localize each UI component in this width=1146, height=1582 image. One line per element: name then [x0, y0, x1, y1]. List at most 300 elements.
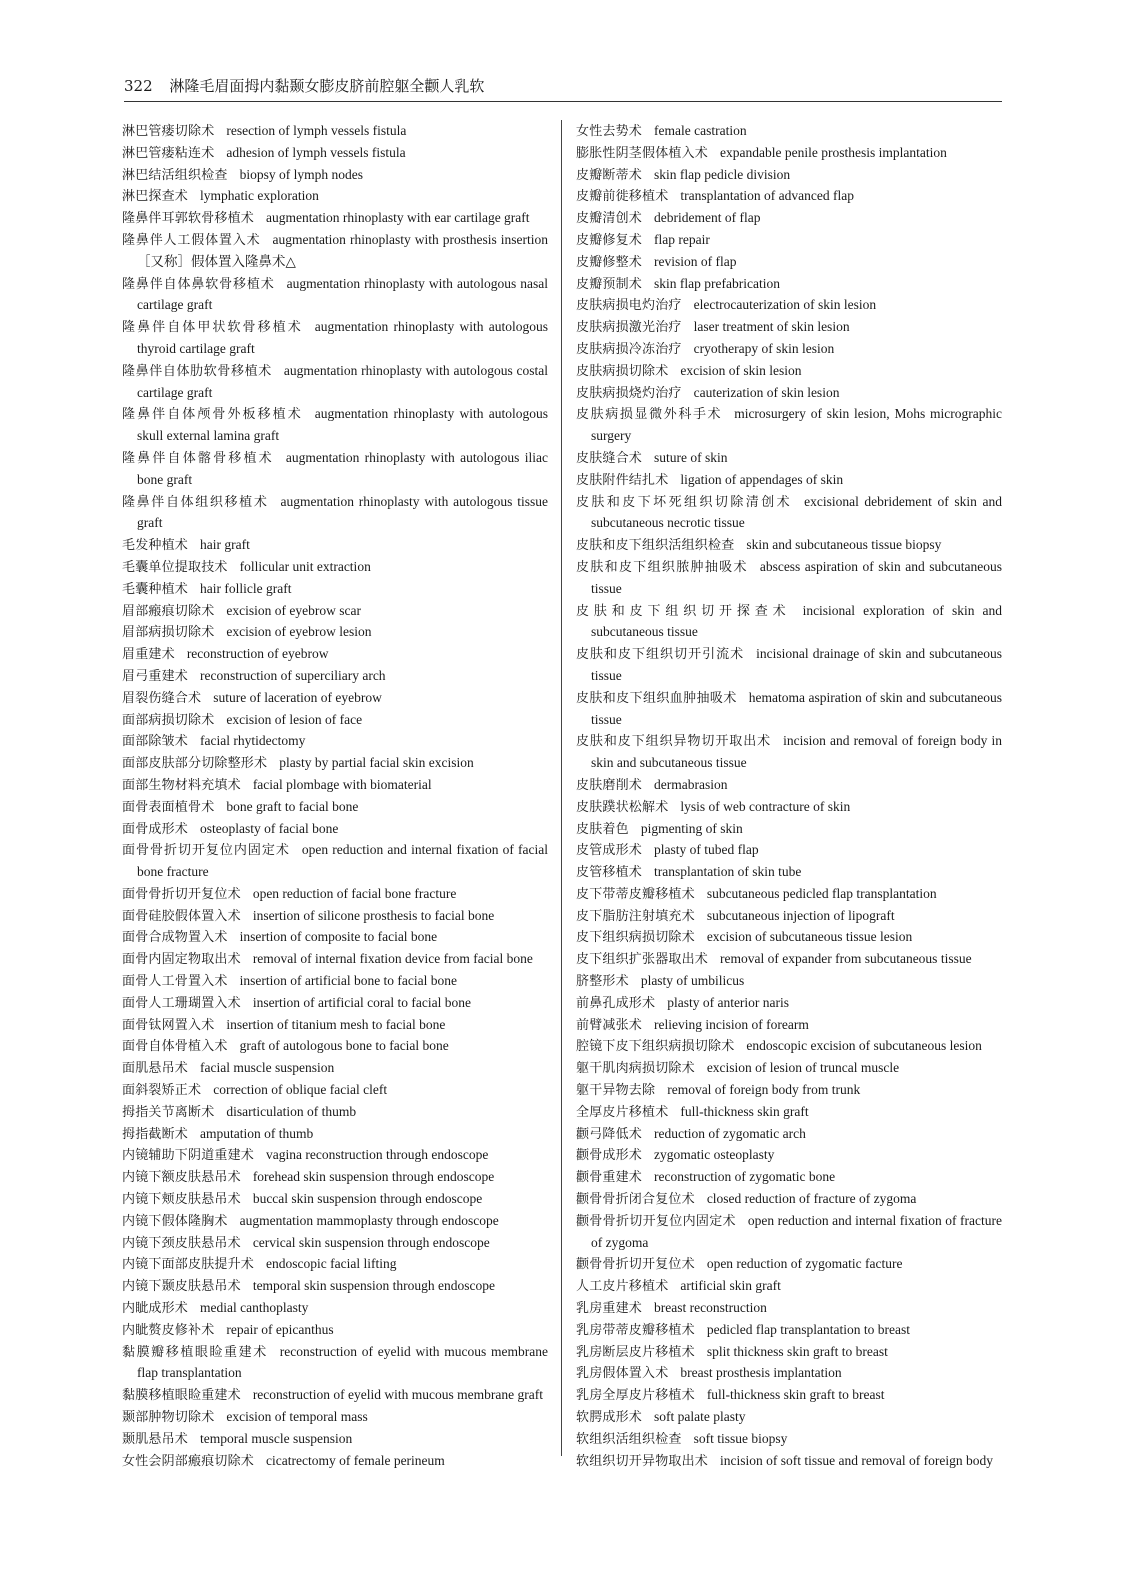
glossary-entry: [122, 1211, 548, 1233]
glossary-entry: [122, 274, 548, 318]
glossary-entry: [122, 906, 548, 928]
glossary-entry: [122, 775, 548, 797]
term-english: suture of laceration of eyebrow: [213, 689, 382, 705]
term-english: insertion of composite to facial bone: [239, 929, 438, 945]
term-chinese: 内镜下假体隆胸术: [122, 1213, 228, 1229]
glossary-entry: [122, 535, 548, 557]
term-english: augmentation rhinoplasty with prosthesis insertion ［又称］假体置入隆鼻术△: [137, 231, 548, 269]
glossary-entry: [576, 1298, 1002, 1320]
term-chinese: 面骨合成物置入术: [122, 930, 228, 946]
glossary-entry: [576, 906, 1002, 928]
term-chinese: 面骨成形术: [122, 821, 189, 837]
term-chinese: 女性会阴部瘢痕切除术: [122, 1453, 255, 1469]
term-english: adhesion of lymph vessels fistula: [226, 144, 406, 160]
term-chinese: 面部病损切除术: [122, 712, 215, 728]
term-chinese: 软组织活组织检查: [576, 1431, 682, 1447]
glossary-entry: [122, 1167, 548, 1189]
glossary-entry: [576, 383, 1002, 405]
term-chinese: 毛囊种植术: [122, 581, 189, 597]
term-chinese: 皮肤着色: [576, 821, 629, 837]
page-header: [124, 74, 1002, 102]
term-english: medial canthoplasty: [200, 1300, 309, 1316]
glossary-entry: [122, 601, 548, 623]
glossary-entry: [576, 1429, 1002, 1451]
term-english: reduction of zygomatic arch: [654, 1125, 806, 1141]
glossary-entry: [576, 121, 1002, 143]
term-chinese: 拇指截断术: [122, 1126, 189, 1142]
glossary-entry: [576, 840, 1002, 862]
term-english: reconstruction of superciliary arch: [200, 667, 386, 683]
term-chinese: 面骨钛网置入术: [122, 1017, 215, 1033]
glossary-entry: [122, 622, 548, 644]
header-rule: [124, 101, 1002, 102]
glossary-entry: [576, 165, 1002, 187]
term-chinese: 内镜辅助下阴道重建术: [122, 1148, 255, 1164]
term-english: artificial skin graft: [680, 1278, 781, 1294]
glossary-entry: [576, 1189, 1002, 1211]
glossary-entry: [122, 1233, 548, 1255]
term-english: correction of oblique facial cleft: [213, 1082, 388, 1098]
term-chinese: 腔镜下皮下组织病损切除术: [576, 1039, 735, 1055]
glossary-entry: [122, 819, 548, 841]
term-chinese: 皮肤磨削术: [576, 777, 643, 793]
glossary-entry: [122, 1254, 548, 1276]
glossary-entry: [576, 492, 1002, 536]
term-english: incision of soft tissue and removal of foreign body: [720, 1452, 993, 1468]
term-english: endoscopic facial lifting: [266, 1256, 397, 1272]
term-english: removal of foreign body from trunk: [667, 1082, 861, 1098]
glossary-entry: [576, 775, 1002, 797]
term-english: lysis of web contracture of skin: [680, 798, 851, 814]
glossary-entry: [122, 1189, 548, 1211]
term-chinese: 乳房断层皮片移植术: [576, 1344, 695, 1360]
glossary-entry: [122, 579, 548, 601]
term-chinese: 躯干肌肉病损切除术: [576, 1061, 695, 1077]
glossary-entry: [576, 884, 1002, 906]
term-english: closed reduction of fracture of zygoma: [706, 1191, 917, 1207]
term-chinese: 黏膜移植眼睑重建术: [122, 1388, 241, 1404]
term-english: hair graft: [200, 537, 250, 553]
term-english: electrocauterization of skin lesion: [693, 297, 877, 313]
term-english: augmentation rhinoplasty with autologous iliac bone graft: [137, 449, 548, 487]
glossary-entry: [122, 361, 548, 405]
term-english: lymphatic exploration: [200, 188, 319, 204]
glossary-entry: [122, 1036, 548, 1058]
term-chinese: 颧骨骨折切开复位内固定术: [576, 1213, 736, 1229]
glossary-entry: [576, 339, 1002, 361]
term-english: insertion of artificial coral to facial bone: [252, 994, 471, 1010]
term-chinese: 内镜下颊皮肤悬吊术: [122, 1192, 241, 1208]
term-chinese: 面骨内固定物取出术: [122, 952, 241, 968]
term-english: repair of epicanthus: [226, 1321, 334, 1337]
term-english: revision of flap: [654, 253, 737, 269]
term-chinese: 皮肤缝合术: [576, 450, 643, 466]
term-english: insertion of silicone prosthesis to facial bone: [252, 907, 495, 923]
term-chinese: 皮下带蒂皮瓣移植术: [576, 886, 695, 902]
glossary-entry: [122, 949, 548, 971]
term-chinese: 皮肤病损电灼治疗: [576, 298, 682, 314]
term-english: cervical skin suspension through endoscope: [252, 1234, 490, 1250]
glossary-entry: [122, 448, 548, 492]
term-chinese: 颞部肿物切除术: [122, 1410, 215, 1426]
glossary-entry: [576, 535, 1002, 557]
glossary-entry: [122, 797, 548, 819]
term-english: breast reconstruction: [654, 1300, 767, 1316]
glossary-entry: [122, 404, 548, 448]
term-chinese: 皮瓣修复术: [576, 232, 643, 248]
glossary-entry: [576, 1211, 1002, 1255]
term-chinese: 乳房全厚皮片移植术: [576, 1388, 695, 1404]
term-english: open reduction and internal fixation of facial bone fracture: [137, 842, 548, 880]
term-chinese: 皮肤病损激光治疗: [576, 320, 682, 336]
term-english: forehead skin suspension through endoscope: [252, 1169, 495, 1185]
term-english: excision of lesion of truncal muscle: [706, 1060, 900, 1076]
glossary-entry: [576, 1276, 1002, 1298]
term-chinese: 皮肤和皮下组织活组织检查: [576, 538, 735, 554]
glossary-entry: [576, 949, 1002, 971]
term-english: hematoma aspiration of skin and subcutaneous tissue: [591, 689, 1002, 727]
term-chinese: 皮瓣前徙移植术: [576, 189, 669, 205]
term-chinese: 乳房带蒂皮瓣移植术: [576, 1322, 695, 1338]
term-chinese: 面部除皱术: [122, 734, 189, 750]
term-english: reconstruction of zygomatic bone: [654, 1169, 836, 1185]
term-chinese: 皮肤和皮下组织切开探查术: [576, 603, 791, 619]
term-chinese: 内镜下面部皮肤提升术: [122, 1257, 255, 1273]
term-english: biopsy of lymph nodes: [239, 166, 363, 182]
term-english: laser treatment of skin lesion: [693, 319, 850, 335]
term-english: augmentation mammoplasty through endoscope: [239, 1212, 499, 1228]
term-english: soft tissue biopsy: [693, 1430, 788, 1446]
term-english: ligation of appendages of skin: [680, 471, 844, 487]
term-english: augmentation rhinoplasty with autologous thyroid cartilage graft: [137, 319, 548, 356]
term-chinese: 面骨表面植骨术: [122, 799, 215, 815]
term-chinese: 女性去势术: [576, 124, 643, 139]
term-chinese: 淋巴管瘘切除术: [122, 124, 215, 139]
glossary-entry: [122, 317, 548, 361]
term-chinese: 隆鼻伴自体髂骨移植术: [122, 450, 274, 466]
glossary-entry: [576, 1407, 1002, 1429]
term-chinese: 乳房假体置入术: [576, 1366, 669, 1382]
glossary-entry: [122, 731, 548, 753]
glossary-entry: [576, 252, 1002, 274]
term-english: full-thickness skin graft to breast: [706, 1387, 885, 1403]
page-title: 淋隆毛眉面拇内黏颞女膨皮脐前腔躯全颧人乳软: [169, 77, 485, 95]
term-english: excision of eyebrow scar: [226, 602, 361, 618]
term-chinese: 隆鼻伴自体甲状软骨移植术: [122, 320, 303, 336]
term-chinese: 面骨人工骨置入术: [122, 974, 228, 990]
term-english: insertion of titanium mesh to facial bone: [226, 1016, 446, 1032]
term-english: suture of skin: [654, 449, 728, 465]
glossary-entry: [122, 1429, 548, 1451]
glossary-entry: [122, 492, 548, 536]
glossary-entry: [122, 666, 548, 688]
term-chinese: 皮肤和皮下组织血肿抽吸术: [576, 690, 737, 706]
glossary-entry: [576, 1451, 1002, 1473]
term-english: facial muscle suspension: [200, 1060, 335, 1076]
glossary-entry: [122, 1124, 548, 1146]
right-column: [576, 121, 1002, 1472]
term-chinese: 淋巴探查术: [122, 189, 189, 205]
term-chinese: 内眦成形术: [122, 1301, 189, 1317]
glossary-entry: [576, 1058, 1002, 1080]
term-english: debridement of flap: [654, 210, 761, 226]
term-english: bone graft to facial bone: [226, 798, 359, 814]
glossary-entry: [576, 470, 1002, 492]
term-english: disarticulation of thumb: [226, 1103, 357, 1119]
glossary-entry: [576, 448, 1002, 470]
glossary-entry: [122, 143, 548, 165]
term-chinese: 颞肌悬吊术: [122, 1431, 189, 1447]
glossary-entry: [122, 927, 548, 949]
term-english: split thickness skin graft to breast: [706, 1343, 888, 1359]
term-english: open reduction of zygomatic facture: [706, 1256, 903, 1272]
glossary-entry: [576, 1102, 1002, 1124]
term-chinese: 前鼻孔成形术: [576, 995, 656, 1011]
glossary-entry: [122, 1080, 548, 1102]
term-english: subcutaneous pedicled flap transplantation: [706, 885, 937, 901]
term-chinese: 内镜下额皮肤悬吊术: [122, 1170, 241, 1186]
glossary-entry: [576, 1145, 1002, 1167]
term-chinese: 黏膜瓣移植眼睑重建术: [122, 1344, 268, 1360]
term-chinese: 皮肤和皮下组织脓肿抽吸术: [576, 559, 748, 575]
glossary-entry: [122, 710, 548, 732]
term-chinese: 面骨骨折切开复位内固定术: [122, 843, 290, 859]
left-column: [122, 121, 548, 1472]
term-chinese: 毛囊单位提取技术: [122, 559, 228, 575]
term-english: female castration: [654, 123, 747, 138]
glossary-entry: [576, 274, 1002, 296]
glossary-entry: [576, 186, 1002, 208]
glossary-entry: [576, 295, 1002, 317]
term-chinese: 眉重建术: [122, 647, 175, 663]
term-english: skin flap prefabrication: [654, 275, 780, 291]
glossary-entry: [576, 317, 1002, 339]
glossary-entry: [122, 884, 548, 906]
term-english: skin flap pedicle division: [654, 166, 791, 182]
term-english: abscess aspiration of skin and subcutaneous tissue: [591, 558, 1002, 596]
term-chinese: 皮下脂肪注射填充术: [576, 908, 695, 924]
term-english: removal of internal fixation device from facial bone: [252, 951, 533, 967]
term-english: pigmenting of skin: [640, 820, 743, 836]
term-english: open reduction of facial bone fracture: [252, 885, 457, 901]
term-english: graft of autologous bone to facial bone: [239, 1038, 449, 1054]
glossary-entry: [576, 361, 1002, 383]
term-english: pedicled flap transplantation to breast: [706, 1321, 910, 1337]
term-english: hair follicle graft: [200, 580, 292, 596]
glossary-entry: [122, 1015, 548, 1037]
term-chinese: 皮肤蹼状松解术: [576, 799, 669, 815]
term-english: augmentation rhinoplasty with autologous costal cartilage graft: [137, 362, 548, 400]
glossary-entry: [576, 143, 1002, 165]
term-chinese: 颧骨骨折切开复位术: [576, 1257, 695, 1273]
term-english: plasty of anterior naris: [667, 994, 790, 1010]
term-english: open reduction and internal fixation of fracture of zygoma: [591, 1212, 1002, 1250]
term-chinese: 眉部病损切除术: [122, 625, 215, 641]
term-english: removal of expander from subcutaneous tissue: [720, 951, 972, 967]
term-english: excision of subcutaneous tissue lesion: [706, 929, 913, 945]
term-chinese: 面骨人工珊瑚置入术: [122, 995, 241, 1011]
glossary-entry: [122, 1102, 548, 1124]
glossary-entry: [122, 1145, 548, 1167]
column-divider: [561, 120, 562, 1456]
glossary-entry: [576, 644, 1002, 688]
term-chinese: 面骨硅胶假体置入术: [122, 908, 241, 924]
glossary-entry: [122, 230, 548, 274]
term-chinese: 颧骨骨折闭合复位术: [576, 1192, 695, 1208]
term-chinese: 隆鼻伴自体颅骨外板移植术: [122, 407, 303, 423]
term-chinese: 内镜下颞皮肤悬吊术: [122, 1279, 241, 1295]
term-chinese: 皮管移植术: [576, 865, 643, 881]
term-chinese: 皮瓣断蒂术: [576, 167, 643, 183]
term-chinese: 皮瓣预制术: [576, 276, 643, 292]
term-chinese: 皮肤病损显微外科手术: [576, 407, 723, 423]
term-chinese: 眉部瘢痕切除术: [122, 603, 215, 619]
glossary-entry: [122, 1276, 548, 1298]
term-chinese: 膨胀性阴茎假体植入术: [576, 145, 709, 161]
term-english: flap repair: [654, 231, 710, 247]
term-chinese: 皮肤和皮下组织异物切开取出术: [576, 734, 772, 750]
term-english: resection of lymph vessels fistula: [226, 123, 407, 138]
term-english: endoscopic excision of subcutaneous lesion: [746, 1038, 982, 1054]
term-chinese: 皮肤病损烧灼治疗: [576, 385, 682, 401]
term-english: vagina reconstruction through endoscope: [266, 1147, 489, 1163]
term-chinese: 拇指关节离断术: [122, 1104, 215, 1120]
term-english: breast prosthesis implantation: [680, 1365, 842, 1381]
term-chinese: 眉裂伤缝合术: [122, 690, 202, 706]
term-english: augmentation rhinoplasty with autologous nasal cartilage graft: [137, 275, 548, 313]
glossary-entry: [122, 971, 548, 993]
glossary-entry: [122, 1451, 548, 1473]
glossary-entry: [576, 404, 1002, 448]
term-chinese: 颧骨重建术: [576, 1170, 643, 1186]
term-chinese: 隆鼻伴自体组织移植术: [122, 494, 269, 510]
term-english: excision of temporal mass: [226, 1409, 368, 1425]
glossary-entry: [576, 1254, 1002, 1276]
term-chinese: 面骨自体骨植入术: [122, 1039, 228, 1055]
term-english: cicatrectomy of female perineum: [266, 1452, 445, 1468]
glossary-entry: [576, 731, 1002, 775]
term-english: reconstruction of eyelid with mucous membrane graft: [252, 1387, 543, 1403]
term-english: insertion of artificial bone to facial bone: [239, 973, 458, 989]
term-chinese: 软组织切开异物取出术: [576, 1453, 709, 1469]
glossary-entry: [122, 208, 548, 230]
term-english: transplantation of skin tube: [654, 864, 802, 880]
glossary-entry: [576, 819, 1002, 841]
glossary-entry: [576, 797, 1002, 819]
term-chinese: 面部皮肤部分切除整形术: [122, 756, 268, 772]
term-english: subcutaneous injection of lipograft: [706, 907, 895, 923]
term-chinese: 皮肤和皮下组织切开引流术: [576, 647, 745, 663]
term-english: excision of lesion of face: [226, 711, 363, 727]
term-english: zygomatic osteoplasty: [654, 1147, 775, 1163]
term-chinese: 毛发种植术: [122, 538, 189, 554]
term-chinese: 脐整形术: [576, 974, 629, 990]
glossary-entry: [576, 230, 1002, 252]
term-chinese: 皮肤和皮下坏死组织切除清创术: [576, 494, 793, 510]
term-chinese: 皮肤病损冷冻治疗: [576, 341, 682, 357]
term-chinese: 皮管成形术: [576, 843, 643, 859]
glossary-entry: [122, 753, 548, 775]
term-chinese: 躯干异物去除: [576, 1083, 656, 1099]
glossary-entry: [122, 1058, 548, 1080]
term-chinese: 皮瓣修整术: [576, 254, 643, 270]
term-chinese: 皮下组织扩张器取出术: [576, 952, 709, 968]
glossary-entry: [576, 557, 1002, 601]
term-english: dermabrasion: [654, 776, 728, 792]
term-chinese: 全厚皮片移植术: [576, 1104, 669, 1120]
page-number: 322: [124, 77, 153, 95]
term-english: amputation of thumb: [200, 1125, 314, 1141]
term-chinese: 前臂减张术: [576, 1017, 643, 1033]
glossary-entry: [122, 1342, 548, 1386]
term-english: incisional exploration of skin and subcutaneous tissue: [591, 602, 1002, 640]
glossary-entry: [576, 862, 1002, 884]
glossary-entry: [576, 208, 1002, 230]
term-chinese: 隆鼻伴人工假体置入术: [122, 232, 261, 248]
term-english: augmentation rhinoplasty with autologous skull external lamina graft: [137, 406, 548, 444]
glossary-entry: [576, 1167, 1002, 1189]
term-chinese: 隆鼻伴自体肋软骨移植术: [122, 363, 272, 379]
term-chinese: 内镜下颈皮肤悬吊术: [122, 1235, 241, 1251]
term-english: temporal skin suspension through endoscope: [252, 1278, 496, 1294]
term-chinese: 皮下组织病损切除术: [576, 930, 695, 946]
glossary-entry: [122, 644, 548, 666]
term-english: augmentation rhinoplasty with ear cartilage graft: [266, 210, 530, 226]
term-english: microsurgery of skin lesion, Mohs micrographic surgery: [591, 406, 1002, 444]
term-english: relieving incision of forearm: [654, 1016, 809, 1032]
term-chinese: 面部生物材料充填术: [122, 777, 241, 793]
term-english: facial plombage with biomaterial: [252, 776, 432, 792]
term-english: osteoplasty of facial bone: [200, 820, 339, 836]
term-english: cauterization of skin lesion: [693, 384, 840, 400]
term-english: full-thickness skin graft: [680, 1103, 809, 1119]
term-chinese: 隆鼻伴自体鼻软骨移植术: [122, 276, 275, 292]
glossary-entry: [576, 1385, 1002, 1407]
term-chinese: 淋巴管瘘粘连术: [122, 145, 215, 161]
glossary-entry: [122, 186, 548, 208]
term-chinese: 淋巴结活组织检查: [122, 167, 228, 183]
term-english: temporal muscle suspension: [200, 1430, 353, 1446]
term-english: buccal skin suspension through endoscope: [252, 1191, 483, 1207]
term-chinese: 皮肤病损切除术: [576, 363, 669, 379]
term-english: facial rhytidectomy: [200, 733, 306, 749]
glossary-entry: [122, 1320, 548, 1342]
glossary-entry: [122, 1385, 548, 1407]
term-english: plasty of umbilicus: [640, 973, 745, 989]
term-english: excision of eyebrow lesion: [226, 624, 372, 640]
term-english: follicular unit extraction: [239, 558, 371, 574]
glossary-entry: [576, 601, 1002, 645]
glossary-entry: [122, 688, 548, 710]
term-chinese: 皮瓣清创术: [576, 211, 643, 227]
term-chinese: 颧弓降低术: [576, 1126, 643, 1142]
glossary-entry: [576, 1320, 1002, 1342]
term-chinese: 软腭成形术: [576, 1410, 643, 1426]
term-chinese: 颧骨成形术: [576, 1148, 643, 1164]
glossary-entry: [576, 927, 1002, 949]
term-english: excisional debridement of skin and subcutaneous necrotic tissue: [591, 493, 1002, 531]
term-chinese: 皮肤附件结扎术: [576, 472, 669, 488]
glossary-entry: [576, 993, 1002, 1015]
glossary-entry: [576, 1363, 1002, 1385]
term-english: transplantation of advanced flap: [680, 188, 854, 204]
glossary-entry: [576, 1036, 1002, 1058]
term-chinese: 眉弓重建术: [122, 668, 189, 684]
term-english: plasty by partial facial skin excision: [279, 755, 474, 771]
term-english: expandable penile prosthesis implantation: [720, 144, 947, 160]
glossary-entry: [122, 165, 548, 187]
term-chinese: 内眦赘皮修补术: [122, 1322, 215, 1338]
